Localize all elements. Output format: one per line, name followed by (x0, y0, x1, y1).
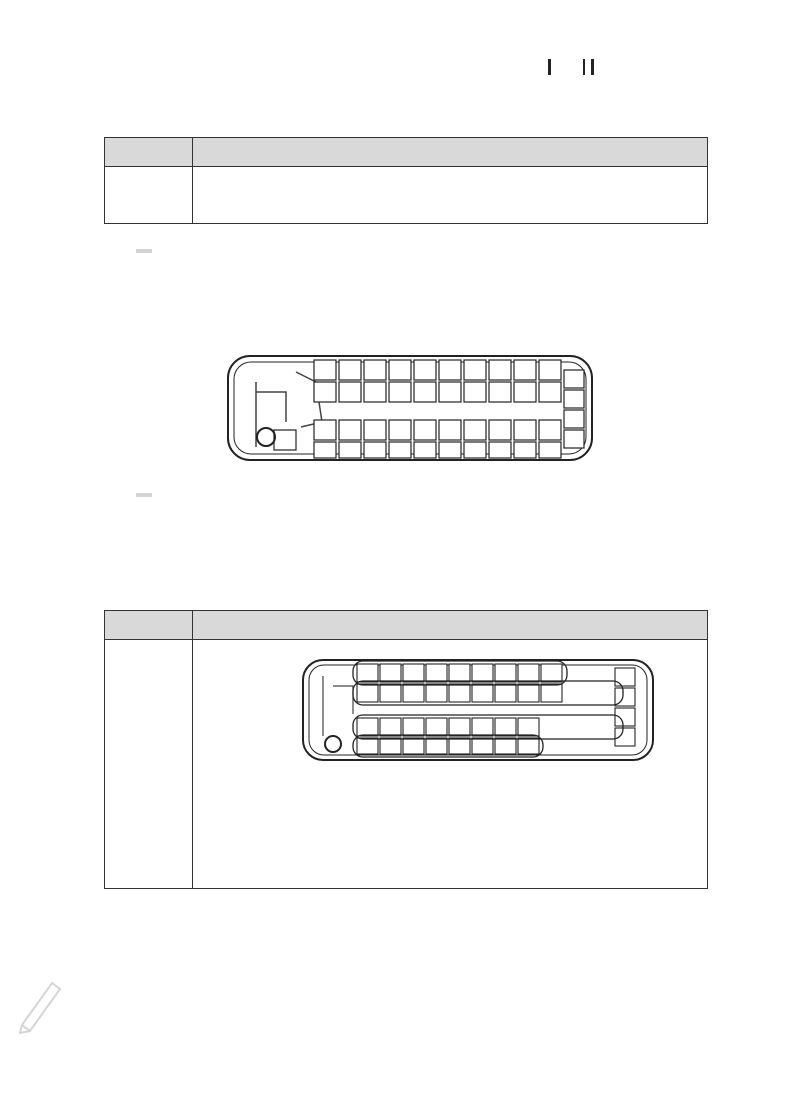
col-type-header (105, 138, 193, 167)
col-performance-header-2 (193, 611, 708, 640)
annotated-rear-seats (615, 668, 635, 746)
watermark (14, 975, 164, 1035)
pencil-icon (14, 975, 64, 1035)
student-work (193, 646, 707, 841)
annotated-seats-top (357, 664, 562, 702)
note-paragraph (136, 479, 708, 505)
col-performance-header (193, 138, 708, 167)
header-bar-right2 (591, 59, 594, 75)
header-bar-left (548, 59, 551, 75)
bus-top-seats (314, 360, 561, 402)
running-header (548, 56, 753, 78)
annotated-seats-bottom (357, 718, 539, 754)
row-text-exceeds (193, 167, 708, 224)
annotated-bus-diagram (193, 646, 708, 841)
col-type-header-2 (105, 611, 193, 640)
row-content-meets (193, 640, 708, 889)
row-label-meets (105, 640, 193, 889)
bus-bottom-seats (314, 420, 561, 458)
example-tag (136, 238, 158, 257)
note-tag (136, 493, 152, 497)
table-continued (104, 137, 708, 224)
row-label-exceeds (105, 167, 193, 224)
bus-seat-diagram (226, 352, 596, 464)
bus-rear-seats (564, 370, 584, 448)
table-8-8 (104, 610, 708, 889)
header-bar-right (583, 59, 585, 75)
